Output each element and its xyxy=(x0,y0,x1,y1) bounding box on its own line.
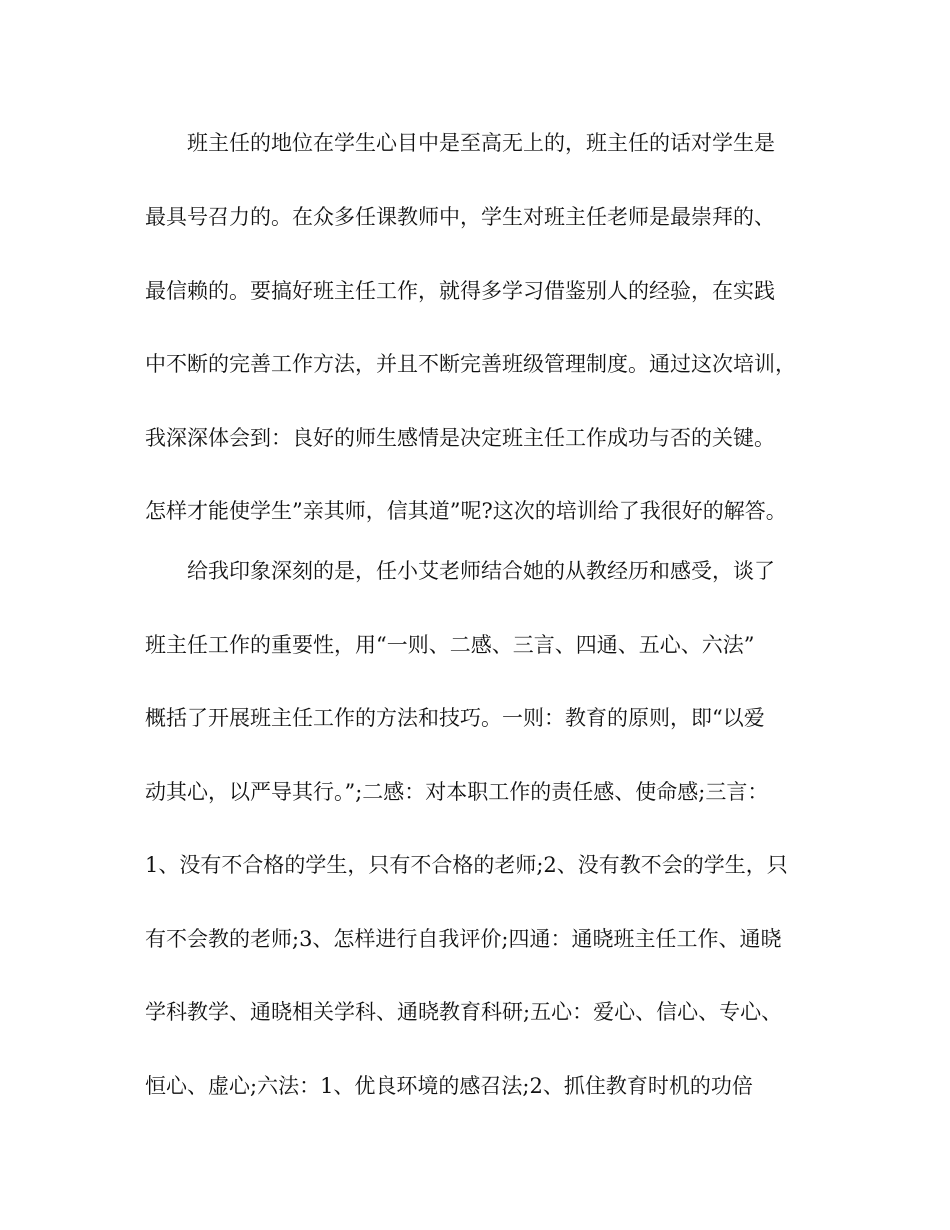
paragraph-1-line-1: 班主任的地位在学生心目中是至高无上的，班主任的话对学生是 xyxy=(187,131,775,155)
paragraph-1-line-2: 最具号召力的。在众多任课教师中，学生对班主任老师是最崇拜的、 xyxy=(145,205,775,229)
paragraph-1-line-3: 最信赖的。要搞好班主任工作，就得多学习借鉴别人的经验，在实践 xyxy=(145,279,775,303)
paragraph-2-line-6: 有不会教的老师;3、怎样进行自我评价;四通：通晓班主任工作、通晓 xyxy=(145,927,782,951)
paragraph-2-line-8: 恒心、虚心;六法：1、优良环境的感召法;2、抓住教育时机的功倍 xyxy=(145,1074,753,1098)
paragraph-2-line-1: 给我印象深刻的是，任小艾老师结合她的从教经历和感受，谈了 xyxy=(187,559,775,583)
paragraph-2-line-4: 动其心，以严导其行。”;二感：对本职工作的责任感、使命感;三言： xyxy=(145,780,769,804)
paragraph-1-line-5: 我深深体会到：良好的师生感情是决定班主任工作成功与否的关键。 xyxy=(145,426,775,450)
paragraph-2-line-5: 1、没有不合格的学生，只有不合格的老师;2、没有教不会的学生，只 xyxy=(145,853,788,877)
paragraph-1-line-4: 中不断的完善工作方法，并且不断完善班级管理制度。通过这次培训， xyxy=(145,352,796,376)
paragraph-2-line-2: 班主任工作的重要性，用“一则、二感、三言、四通、五心、六法” xyxy=(145,633,755,657)
paragraph-2-line-3: 概括了开展班主任工作的方法和技巧。一则：教育的原则，即“以爱 xyxy=(145,706,765,730)
paragraph-1-line-6: 怎样才能使学生”亲其师，信其道”呢?这次的培训给了我很好的解答。 xyxy=(145,499,787,523)
paragraph-2-line-7: 学科教学、通晓相关学科、通晓教育科研;五心：爱心、信心、专心、 xyxy=(145,1000,783,1024)
